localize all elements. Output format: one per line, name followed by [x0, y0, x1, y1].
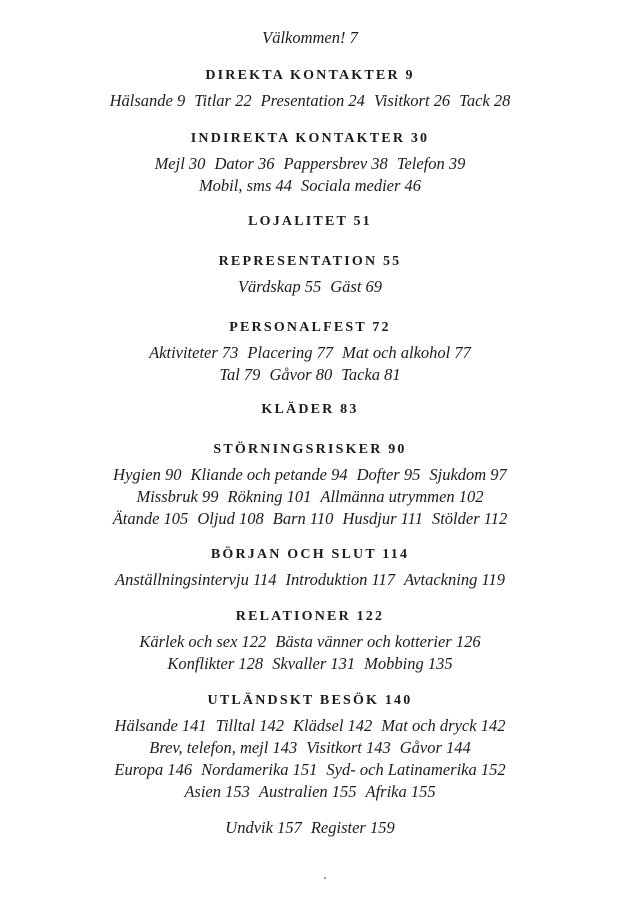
section-heading[interactable]: LOJALITET 51 [248, 214, 372, 229]
toc-entry[interactable]: Tacka 81 [341, 365, 401, 384]
toc-entry[interactable]: Dator 36 [214, 154, 275, 173]
toc-entry[interactable]: Hälsande 141 [114, 716, 207, 735]
toc-entry[interactable]: Presentation 24 [260, 91, 365, 110]
toc-entry[interactable]: Konflikter 128 [167, 654, 264, 673]
toc-entry[interactable]: Introduktion 117 [285, 570, 396, 589]
toc-entry[interactable]: Afrika 155 [365, 782, 436, 801]
toc-entry[interactable]: Husdjur 111 [342, 509, 423, 528]
toc-entry[interactable]: Visitkort 143 [306, 738, 391, 757]
entry-line [0, 508, 620, 530]
toc-entry[interactable]: Kärlek och sex 122 [139, 632, 267, 651]
toc-entry[interactable]: Bästa vänner och kotterier 126 [275, 632, 481, 651]
entry-line [0, 737, 620, 759]
entry-line [0, 569, 620, 591]
entry-line [0, 276, 620, 298]
toc-entry[interactable]: Titlar 22 [194, 91, 252, 110]
page-speck [324, 877, 326, 879]
toc-entry[interactable]: Nordamerika 151 [201, 760, 318, 779]
toc-entry[interactable]: Dofter 95 [356, 465, 421, 484]
toc-entry[interactable]: Placering 77 [247, 343, 334, 362]
section-heading[interactable]: KLÄDER 83 [261, 402, 359, 417]
entry-line [0, 486, 620, 508]
toc-entry[interactable]: Sjukdom 97 [429, 465, 507, 484]
toc-entry[interactable]: Gäst 69 [330, 277, 383, 296]
toc-entry[interactable]: Rökning 101 [227, 487, 312, 506]
toc-entry[interactable]: Visitkort 26 [373, 91, 451, 110]
toc-entry[interactable]: Mat och dryck 142 [381, 716, 506, 735]
toc-entry[interactable]: Syd- och Latinamerika 152 [326, 760, 506, 779]
toc-entry[interactable]: Pappersbrev 38 [283, 154, 388, 173]
toc-entry[interactable]: Anställningsintervju 114 [115, 570, 277, 589]
section-heading[interactable]: STÖRNINGSRISKER 90 [213, 442, 407, 457]
toc-entry[interactable]: Tilltal 142 [215, 716, 284, 735]
entry-line [0, 759, 620, 781]
welcome-entry[interactable]: Välkommen! 7 [262, 28, 358, 47]
toc-entry[interactable]: Ätande 105 [112, 509, 189, 528]
toc-entry[interactable]: Skvaller 131 [272, 654, 356, 673]
entry-line [0, 715, 620, 737]
toc-entry[interactable]: Hygien 90 [113, 465, 182, 484]
toc-entry[interactable]: Asien 153 [184, 782, 250, 801]
section-heading[interactable]: RELATIONER 122 [235, 609, 385, 624]
toc-entry[interactable]: Aktiviteter 73 [149, 343, 239, 362]
toc-entry[interactable]: Tack 28 [459, 91, 511, 110]
section-heading[interactable]: PERSONALFEST 72 [229, 320, 391, 335]
section-heading[interactable]: UTLÄNDSKT BESÖK 140 [207, 693, 413, 708]
toc-entry[interactable]: Värdskap 55 [237, 277, 322, 296]
entry-line [0, 781, 620, 803]
entry-line [0, 631, 620, 653]
entry-line [0, 342, 620, 364]
toc-entry[interactable]: Barn 110 [272, 509, 334, 528]
toc-entry[interactable]: Klädsel 142 [292, 716, 373, 735]
toc-entry[interactable]: Kliande och petande 94 [190, 465, 348, 484]
toc-entry[interactable]: Mejl 30 [154, 154, 206, 173]
section-heading[interactable]: DIREKTA KONTAKTER 9 [205, 68, 415, 83]
entry-line [0, 364, 620, 386]
toc-entry[interactable]: Gåvor 144 [399, 738, 471, 757]
toc-entry[interactable]: Tal 79 [219, 365, 261, 384]
toc-entry[interactable]: Gåvor 80 [269, 365, 333, 384]
toc-entry[interactable]: Register 159 [310, 818, 395, 837]
entry-line [0, 153, 620, 175]
toc-entry[interactable]: Brev, telefon, mejl 143 [149, 738, 298, 757]
section-heading[interactable]: REPRESENTATION 55 [218, 254, 402, 269]
section-heading[interactable]: INDIREKTA KONTAKTER 30 [190, 131, 430, 146]
entry-line [0, 90, 620, 112]
toc-entry[interactable]: Undvik 157 [225, 818, 302, 837]
toc-entry[interactable]: Missbruk 99 [136, 487, 219, 506]
section-heading[interactable]: BÖRJAN OCH SLUT 114 [210, 547, 410, 562]
toc-entry[interactable]: Oljud 108 [197, 509, 264, 528]
toc-entry[interactable]: Telefon 39 [396, 154, 466, 173]
closing-entries [0, 817, 620, 839]
toc-entry[interactable]: Europa 146 [114, 760, 193, 779]
toc-entry[interactable]: Mobil, sms 44 [198, 176, 292, 195]
toc-entry[interactable]: Mobbing 135 [364, 654, 453, 673]
entry-line [0, 464, 620, 486]
toc-entry[interactable]: Sociala medier 46 [300, 176, 422, 195]
toc-entry[interactable]: Hälsande 9 [109, 91, 186, 110]
toc-entry[interactable]: Avtackning 119 [404, 570, 505, 589]
toc-entry[interactable]: Mat och alkohol 77 [342, 343, 471, 362]
entry-line [0, 175, 620, 197]
toc-entry[interactable]: Allmänna utrymmen 102 [320, 487, 484, 506]
toc-entry[interactable]: Australien 155 [258, 782, 357, 801]
toc-entry[interactable]: Stölder 112 [431, 509, 508, 528]
entry-line [0, 653, 620, 675]
